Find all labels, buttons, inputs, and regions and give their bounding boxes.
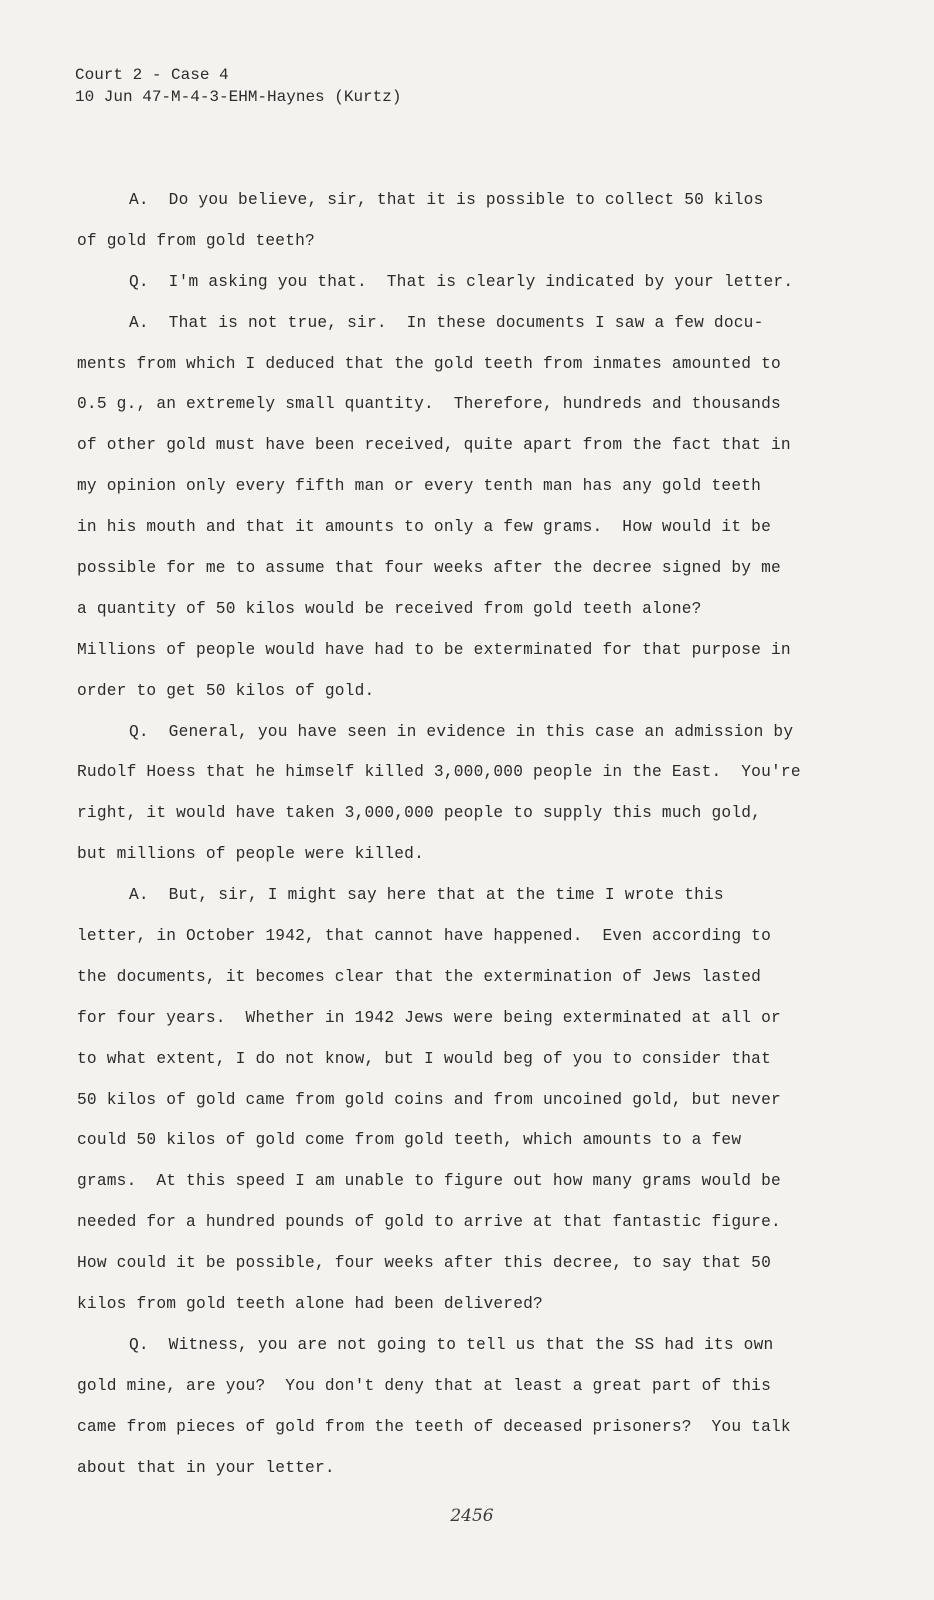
transcript-line: but millions of people were killed. bbox=[77, 845, 424, 864]
transcript-line: Q. I'm asking you that. That is clearly indicated by your letter. bbox=[129, 272, 794, 291]
transcript-line: of other gold must have been received, quite apart from the fact that in bbox=[77, 436, 791, 455]
transcript-line: to what extent, I do not know, but I would beg of you to consider that bbox=[77, 1049, 771, 1068]
transcript-line: the documents, it becomes clear that the extermination of Jews lasted bbox=[77, 967, 762, 986]
transcript-line: right, it would have taken 3,000,000 people to supply this much gold, bbox=[77, 804, 762, 823]
transcript-line: could 50 kilos of gold come from gold teeth, which amounts to a few bbox=[77, 1131, 742, 1150]
transcript-line: Millions of people would have had to be exterminated for that purpose in bbox=[77, 640, 791, 659]
transcript-line: possible for me to assume that four weeks after the decree signed by me bbox=[77, 559, 781, 578]
transcript-line: order to get 50 kilos of gold. bbox=[77, 681, 375, 700]
court-case-line: Court 2 - Case 4 bbox=[75, 66, 229, 84]
transcript-line: How could it be possible, four weeks after this decree, to say that 50 bbox=[77, 1254, 771, 1273]
transcript-line: ments from which I deduced that the gold teeth from inmates amounted to bbox=[77, 354, 781, 373]
transcript-line: in his mouth and that it amounts to only a few grams. How would it be bbox=[77, 518, 771, 537]
transcript-line: letter, in October 1942, that cannot have happened. Even according to bbox=[77, 927, 771, 946]
transcript-line: grams. At this speed I am unable to figure out how many grams would be bbox=[77, 1172, 781, 1191]
transcript-line: A. That is not true, sir. In these documents I saw a few docu- bbox=[129, 313, 764, 332]
transcript-line: needed for a hundred pounds of gold to arrive at that fantastic figure. bbox=[77, 1213, 781, 1232]
transcript-line: my opinion only every fifth man or every tenth man has any gold teeth bbox=[77, 477, 762, 496]
transcript-line: Rudolf Hoess that he himself killed 3,000,000 people in the East. You're bbox=[77, 763, 801, 782]
transcript-line: 0.5 g., an extremely small quantity. Therefore, hundreds and thousands bbox=[77, 395, 781, 414]
transcript-line: 50 kilos of gold came from gold coins and from uncoined gold, but never bbox=[77, 1090, 781, 1109]
transcript-line: Q. Witness, you are not going to tell us that the SS had its own bbox=[129, 1335, 774, 1354]
transcript-line: Q. General, you have seen in evidence in this case an admission by bbox=[129, 722, 794, 741]
transcript-line: of gold from gold teeth? bbox=[77, 231, 315, 250]
transcript-body bbox=[77, 180, 837, 1489]
page-number: 2456 bbox=[450, 1506, 494, 1526]
transcript-line: A. But, sir, I might say here that at the time I wrote this bbox=[129, 886, 724, 905]
session-reference-line: 10 Jun 47-M-4-3-EHM-Haynes (Kurtz) bbox=[75, 88, 402, 106]
transcript-line: kilos from gold teeth alone had been delivered? bbox=[77, 1295, 543, 1314]
transcript-line: for four years. Whether in 1942 Jews were being exterminated at all or bbox=[77, 1008, 781, 1027]
transcript-line: A. Do you believe, sir, that it is possible to collect 50 kilos bbox=[129, 191, 764, 209]
transcript-line: gold mine, are you? You don't deny that at least a great part of this bbox=[77, 1376, 771, 1395]
transcript-line: a quantity of 50 kilos would be received from gold teeth alone? bbox=[77, 599, 702, 618]
document-header bbox=[75, 64, 401, 108]
transcript-line: came from pieces of gold from the teeth of deceased prisoners? You talk bbox=[77, 1417, 791, 1436]
transcript-line: about that in your letter. bbox=[77, 1458, 335, 1477]
